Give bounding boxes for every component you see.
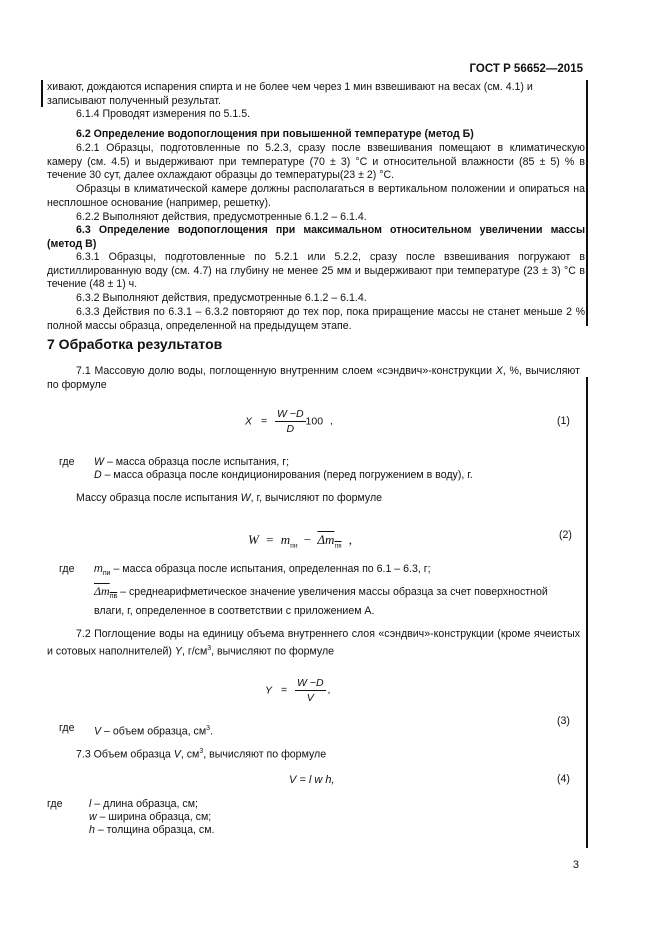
formula-2-number: (2) [559, 529, 572, 541]
paragraph-6-3-3: 6.3.3 Действия по 6.3.1 – 6.3.2 повторяют до тех пор, пока приращение массы не станет меньше 2 % полной массы образца, определенной на предыдущем этапе. [47, 306, 585, 332]
paragraph-6-1-4: 6.1.4 Проводят измерения по 5.1.5. [76, 108, 251, 120]
paragraph-6-2-2: 6.2.2 Выполняют действия, предусмотренные 6.1.2 – 6.1.4. [76, 211, 367, 223]
page-number: 3 [572, 859, 579, 871]
def-delta-m: $\overline{\Delta m}_{пв}$ – среднеарифметическое значение увеличения массы образца за счет поверхностной влаги, г, определенное в соответствии с приложением А. [94, 584, 548, 618]
formula-1: X = $\frac{W -D}{D}$ 100 , [245, 408, 333, 435]
formula-2: $W = m_{пи} - \overline{\Delta m}_{пв}$ , [248, 532, 353, 550]
change-bar-left [41, 80, 43, 107]
paragraph-placement: Образцы в климатической камере должны располагаться в вертикальном положении и опираться на несплошное основание (например, решетку). [47, 183, 585, 209]
section-6-2-title: 6.2 Определение водопоглощения при повышенной температуре (метод Б) [76, 128, 474, 140]
paragraph-7-2: 7.2 Поглощение воды на единицу объема внутреннего слоя «сэндвич»-конструкции (кроме ячеистых и сотовых наполнителей) Y, $г/см^3$, вычисляют по формуле [47, 628, 580, 658]
paragraph-7-1: 7.1 Массовую долю воды, поглощенную внутренним слоем «сэндвич»-конструкции X, %, вычисляют по формуле [47, 365, 581, 391]
formula-4-number: (4) [557, 773, 570, 785]
paragraph-6-3-1: 6.3.1 Образцы, подготовленные по 5.2.1 или 5.2.2, сразу после взвешивания погружают в дистиллированную воду (см. 4.7) на глубину не менее 25 мм и выдерживают при температуре (23 ± 3) °С в течение (48 ± 1) ч. [47, 251, 585, 291]
def-w: W – масса образца после испытания, г; [94, 456, 290, 468]
def-d: D – масса образца после кондиционирования (перед погружением в воду), г. [94, 469, 473, 481]
section-7-title: 7 Обработка результатов [47, 336, 223, 352]
def-h: h – толщина образца, см. [89, 824, 215, 836]
paragraph-6-3-2: 6.3.2 Выполняют действия, предусмотренные 6.1.2 – 6.1.4. [76, 292, 367, 304]
text-line: записывают полученный результат. [47, 95, 221, 107]
def-m-pi: $m_{пи}$ – масса образца после испытания, определенная по 6.1 – 6.3, г; [94, 563, 431, 578]
text-line: хивают, дождаются испарения спирта и не более чем через 1 мин взвешивают на весах (см. 4.1) и [47, 81, 533, 93]
section-6-3-title: 6.3 Определение водопоглощения при максимальном относительном увеличении массы (метод В) [47, 224, 585, 250]
change-bar-right [586, 80, 588, 326]
paragraph-mass: Массу образца после испытания W, г, вычисляют по формуле [76, 492, 383, 504]
change-bar-right-2 [586, 377, 588, 848]
def-l: l – длина образца, см; [89, 798, 198, 810]
paragraph-7-3: 7.3 Объем образца V, $см^3$, вычисляют по формуле [76, 748, 327, 761]
def-v: V – объем образца, $см^3$. [94, 725, 213, 738]
formula-3: Y = $\frac{W -D}{V}$ , [265, 677, 331, 704]
formula-4: V = l w h, [289, 774, 335, 786]
where-label: где [47, 798, 63, 810]
where-label: где [59, 722, 75, 734]
def-w-width: w – ширина образца, см; [89, 811, 212, 823]
where-label: где [59, 456, 75, 468]
paragraph-6-2-1: 6.2.1 Образцы, подготовленные по 5.2.3, сразу после взвешивания помещают в климатическую камеру (см. 4.5) и выдерживают при температуре (70 ± 3) °С и относительной влажности (85 ± 5) % в течение 30 сут, далее охлаждают образцы до температуры(23 ± 2) °С. [47, 142, 585, 182]
where-label: где [59, 563, 75, 575]
formula-1-number: (1) [557, 415, 570, 427]
document-header: ГОСТ Р 56652—2015 [469, 63, 583, 75]
formula-3-number: (3) [557, 715, 570, 727]
